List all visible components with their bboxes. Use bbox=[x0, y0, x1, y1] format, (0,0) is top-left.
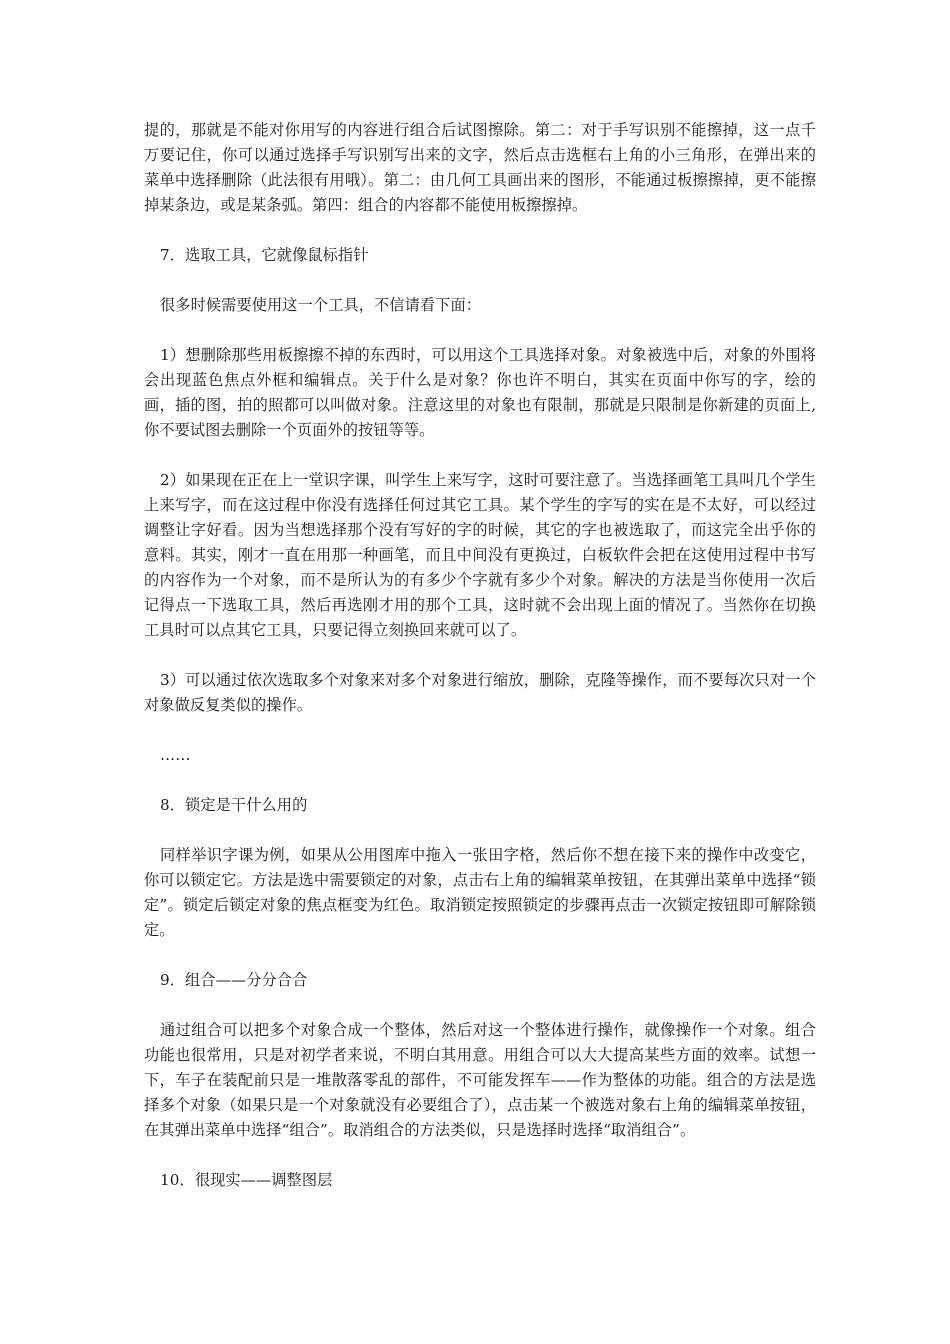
section-heading-9: 9．组合——分分合合 bbox=[160, 971, 308, 989]
ellipsis-line: …… bbox=[160, 746, 191, 764]
paragraph-7-item-2: 2）如果现在正在上一堂识字课，叫学生上来写字，这时可要注意了。当选择画笔工具叫几个学生上来写字，而在这过程中你没有选择任何过其它工具。某个学生的字写的实在是不太好，可以经过调整让字好看。因为当想选择那个没有写好的字的时候，其它的字也被选取了，而这完全出乎你的意料。其实，刚才一直在用那一种画笔，而且中间没有更换过，白板软件会把在这使用过程中书写的内容作为一个对象，而不是所认为的有多少个字就有多少个对象。解决的方法是当你使用一次后记得点一下选取工具，然后再选刚才用的那个工具，这时就不会出现上面的情况了。当然你在切换工具时可以点其它工具，只要记得立刻换回来就可以了。 bbox=[144, 471, 816, 639]
paragraph-7-item-3: 3）可以通过依次选取多个对象来对多个对象进行缩放，删除，克隆等操作，而不要每次只对一个对象做反复类似的操作。 bbox=[144, 671, 816, 714]
section-heading-7: 7．选取工具，它就像鼠标指针 bbox=[160, 246, 369, 264]
paragraph-7-item-1: 1）想删除那些用板擦擦不掉的东西时，可以用这个工具选择对象。对象被选中后，对象的外围将会出现蓝色焦点外框和编辑点。关于什么是对象？你也许不明白，其实在页面中你写的字，绘的画，插的图，拍的照都可以叫做对象。注意这里的对象也有限制，那就是只限制是你新建的页面上,你不要试图去删除一个页面外的按钮等等。 bbox=[144, 346, 816, 439]
paragraph-9: 通过组合可以把多个对象合成一个整体，然后对这一个整体进行操作，就像操作一个对象。组合功能也很常用，只是对初学者来说，不明白其用意。用组合可以大大提高某些方面的效率。试想一下，车子在装配前只是一堆散落零乱的部件，不可能发挥车——作为整体的功能。组合的方法是选择多个对象（如果只是一个对象就没有必要组合了），点击某一个被选对象右上角的编辑菜单按钮，在其弹出菜单中选择“组合”。取消组合的方法类似，只是选择时选择“取消组合”。 bbox=[144, 1021, 816, 1139]
section-heading-10: 10．很现实——调整图层 bbox=[160, 1171, 333, 1189]
document-page bbox=[144, 118, 816, 1218]
paragraph-8: 同样举识字课为例，如果从公用图库中拖入一张田字格，然后你不想在接下来的操作中改变它，你可以锁定它。方法是选中需要锁定的对象，点击右上角的编辑菜单按钮，在其弹出菜单中选择“锁定”。锁定后锁定对象的焦点框变为红色。取消锁定按照锁定的步骤再点击一次锁定按钮即可解除锁定。 bbox=[144, 846, 816, 939]
paragraph-7-intro: 很多时候需要使用这一个工具，不信请看下面： bbox=[160, 296, 482, 314]
paragraph-intro-continued: 提的，那就是不能对你用写的内容进行组合后试图擦除。第二：对于手写识别不能擦掉，这一点千万要记住，你可以通过选择手写识别写出来的文字，然后点击选框右上角的小三角形，在弹出来的菜单中选择删除（此法很有用哦）。第二：由几何工具画出来的图形，不能通过板擦擦掉，更不能擦掉某条边，或是某条弧。第四：组合的内容都不能使用板擦擦掉。 bbox=[144, 121, 816, 214]
section-heading-8: 8．锁定是干什么用的 bbox=[160, 796, 308, 814]
